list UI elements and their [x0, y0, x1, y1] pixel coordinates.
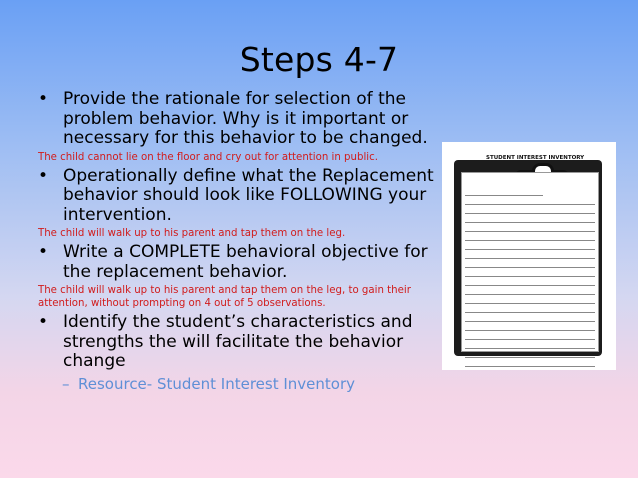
bullet-text: Operationally define what the Replacement behavior should look like FOLLOWING your intervention.: [63, 165, 434, 225]
bullet-item: [38, 243, 438, 282]
bullet-item: [38, 90, 438, 149]
bullet-item: [38, 167, 438, 226]
slide-title: Steps 4-7: [239, 40, 399, 79]
inventory-lines: [465, 180, 595, 368]
bullet-text: Provide the rationale for selection of the problem behavior. Why is it important or necessary for this behavior to be changed.: [63, 89, 428, 148]
example-note: The child will walk up to his parent and tap them on the leg, to gain their attention, without prompting on 4 out of 5 observations.: [38, 285, 411, 309]
example-note: The child will walk up to his parent and tap them on the leg.: [38, 228, 346, 239]
sub-bullet-text: Resource- Student Interest Inventory: [78, 374, 356, 393]
bullet-icon: •: [38, 165, 49, 186]
inventory-image: [442, 142, 616, 370]
sub-bullet-item: [38, 375, 438, 394]
bullet-icon: •: [38, 89, 49, 109]
inventory-title: STUDENT INTEREST INVENTORY: [486, 155, 585, 161]
inventory-sheet: [461, 172, 599, 352]
bullet-text: Identify the student’s characteristics and strengths the will facilitate the behavior change: [63, 312, 413, 371]
dash-icon: –: [62, 374, 70, 393]
bullet-item: [38, 313, 438, 372]
bullet-icon: •: [38, 242, 49, 262]
slide-content: [38, 90, 438, 394]
bullet-icon: •: [38, 312, 49, 332]
example-note: The child cannot lie on the floor and cry out for attention in public.: [38, 151, 378, 163]
bullet-text: Write a COMPLETE behavioral objective for the replacement behavior.: [63, 242, 428, 282]
